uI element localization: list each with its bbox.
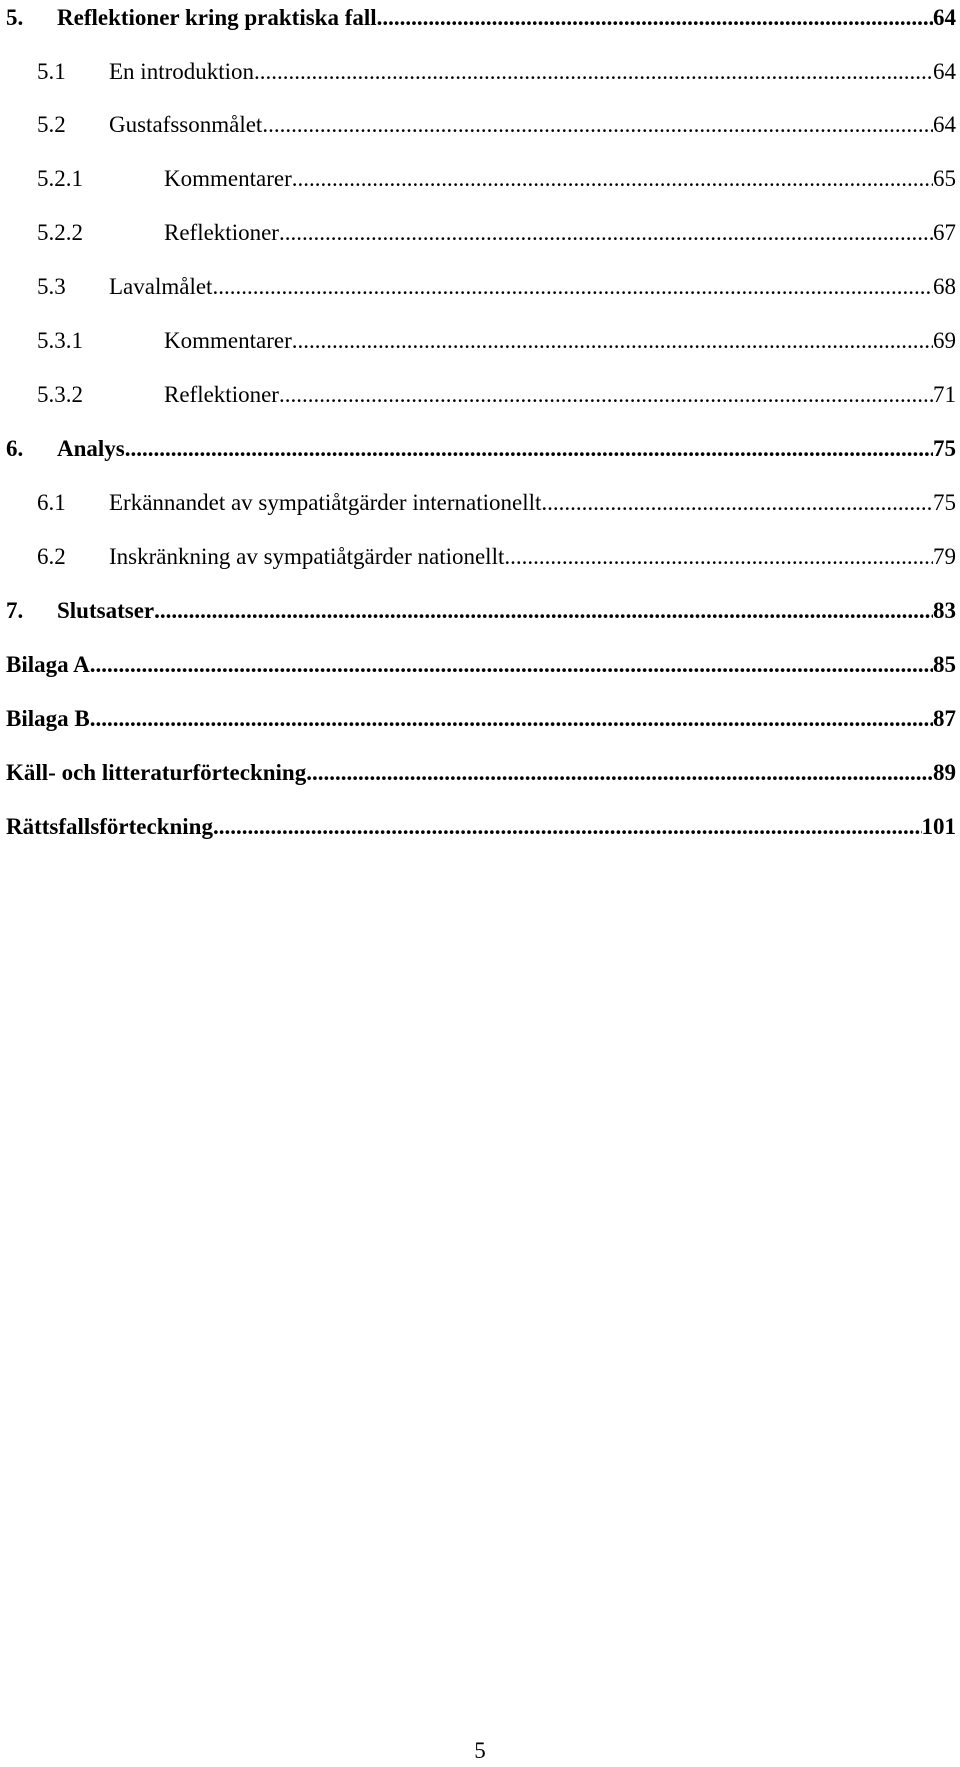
toc-entry-page: 67 [933,220,956,245]
toc-entry-title: Reflektioner [164,382,279,407]
toc-entry [37,489,956,517]
toc-entry-title: Reflektioner kring praktiska fall [57,5,377,30]
toc-dot-leader [306,759,933,787]
toc-dot-leader [504,543,933,571]
toc-dot-leader [292,327,933,355]
toc-dot-leader [254,58,933,86]
toc-entry-page: 75 [933,490,956,515]
toc-dot-leader [292,165,933,193]
toc-entry-page: 75 [933,436,956,461]
toc-entry [37,111,956,139]
toc-entry-number: 7. [6,598,24,623]
toc-dot-leader [90,651,933,679]
toc-entry-title: Analys [57,436,125,461]
toc-dot-leader [213,813,922,841]
toc-dot-leader [279,219,933,247]
toc-entry-page: 83 [933,598,956,623]
toc-entry-title: Inskränkning av sympatiåtgärder nationellt [109,544,505,569]
toc-entry [6,705,956,733]
toc-entry-title: Bilaga B [6,706,90,731]
toc-entry-page: 68 [933,274,956,299]
toc-entry [6,651,956,679]
toc-entry-page: 69 [933,328,956,353]
toc-dot-leader [154,597,933,625]
toc-entry [37,381,956,409]
toc-entry-title: Bilaga A [6,652,90,677]
toc-entry [6,759,956,787]
toc-entry-title: Lavalmålet [109,274,213,299]
toc-dot-leader [377,4,933,32]
toc-entry-number: 5.3 [37,274,66,299]
toc-entry [37,165,956,193]
toc-entry-number: 5.2 [37,112,66,137]
toc-entry-number: 5.3.1 [37,328,83,353]
toc-entry [6,435,956,463]
toc-entry-title: Erkännandet av sympatiåtgärder internationellt [109,490,542,515]
toc-entry-title: En introduktion [109,59,255,84]
toc-entry [37,327,956,355]
toc-entry-title: Reflektioner [164,220,279,245]
toc-dot-leader [279,381,933,409]
toc-entry [37,273,956,301]
toc-entry-number: 5.2.2 [37,220,83,245]
toc-entry-page: 85 [933,652,956,677]
toc-entry-title: Gustafssonmålet [109,112,263,137]
toc-entry-number: 5. [6,5,24,30]
toc-entry [37,219,956,247]
toc-entry-number: 5.3.2 [37,382,83,407]
toc-entry-page: 65 [933,166,956,191]
toc-entry [6,813,956,841]
toc-entry [6,4,956,32]
toc-entry-page: 64 [933,59,956,84]
toc-entry-title: Käll- och litteraturförteckning [6,760,307,785]
toc-entry-page: 64 [933,5,956,30]
toc-entry-number: 6.2 [37,544,66,569]
toc-entry-title: Slutsatser [57,598,155,623]
toc-entry-number: 6. [6,436,24,461]
toc-entry-page: 71 [933,382,956,407]
toc-entry-page: 101 [921,814,956,839]
toc-entry-number: 5.2.1 [37,166,83,191]
toc-dot-leader [90,705,933,733]
toc-dot-leader [262,111,933,139]
toc-entry-page: 79 [933,544,956,569]
toc-dot-leader [125,435,933,463]
toc-entry-number: 6.1 [37,490,66,515]
toc-dot-leader [212,273,933,301]
toc-entry-title: Rättsfallsförteckning [6,814,213,839]
toc-entry-page: 64 [933,112,956,137]
toc-entry [6,597,956,625]
toc-entry-page: 89 [933,760,956,785]
toc-dot-leader [541,489,933,517]
toc-entry-title: Kommentarer [164,328,292,353]
toc-entry [37,543,956,571]
toc-entry-title: Kommentarer [164,166,292,191]
toc-entry-page: 87 [933,706,956,731]
toc-entry [37,58,956,86]
page-number: 5 [474,1738,486,1763]
toc-entry-number: 5.1 [37,59,66,84]
